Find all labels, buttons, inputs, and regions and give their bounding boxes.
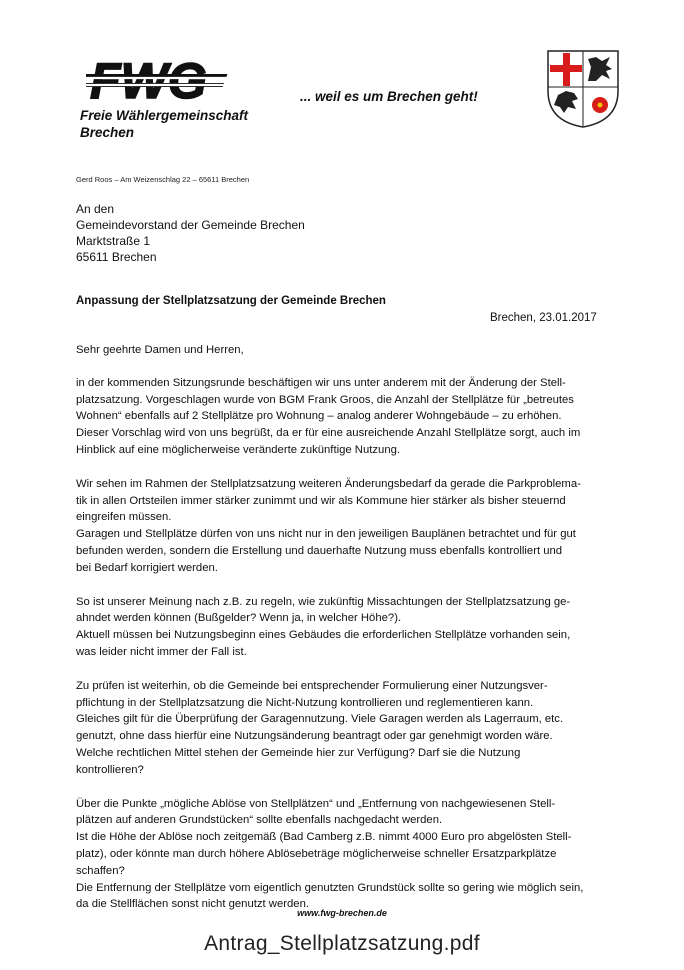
- text-line: genutzt, ohne dass hierfür eine Nutzungsänderung beantragt oder gar genehmigt worden wäre.: [76, 730, 553, 743]
- paragraph-5: [76, 796, 616, 914]
- text-line: Garagen und Stellplätze dürfen von uns nicht nur in den jeweiligen Bauplänen betrachtet und für gut: [76, 528, 576, 541]
- text-line: in der kommenden Sitzungsrunde beschäftigen wir uns unter anderem mit der Änderung der Stell-: [76, 376, 566, 389]
- recipient-line: 65611 Brechen: [76, 250, 157, 264]
- brechen-coat-of-arms: [544, 47, 622, 129]
- recipient-address: [76, 201, 305, 265]
- fwg-logo-icon: [86, 56, 236, 104]
- text-line: Dieser Vorschlag wird von uns begrüßt, da er für eine ausreichende Anzahl Stellplätze sorgt, auch im: [76, 427, 581, 440]
- text-line: platz), oder könnte man durch höhere Ablösebeträge möglicherweise schneller Ersatzparkplätze: [76, 847, 557, 860]
- letter-subject: Anpassung der Stellplatzsatzung der Gemeinde Brechen: [76, 295, 386, 307]
- text-line: Wohnen“ ebenfalls auf 2 Stellplätze pro Wohnung – analog anderer Wohngebäude – zu erhöhen.: [76, 410, 562, 423]
- text-line: schaffen?: [76, 864, 125, 877]
- text-line: ahndet werden können (Bußgelder? Wenn ja, in welcher Höhe?).: [76, 612, 402, 625]
- text-line: was leider nicht immer der Fall ist.: [76, 645, 247, 658]
- letter-date: Brechen, 23.01.2017: [490, 312, 597, 324]
- text-line: Die Entfernung der Stellplätze vom eigentlich genutzten Grundstück sollte so gering wie möglich sein,: [76, 881, 584, 894]
- organization-name-line1: Freie Wählergemeinschaft: [80, 108, 249, 123]
- salutation: Sehr geehrte Damen und Herren,: [76, 344, 244, 356]
- text-line: eingreifen müssen.: [76, 511, 172, 524]
- organization-name-line2: Brechen: [80, 125, 135, 140]
- text-line: platzsatzung. Vorgeschlagen wurde von BGM Frank Groos, die Anzahl der Stellplätze für „betreutes: [76, 393, 574, 406]
- fwg-logo: [86, 56, 236, 104]
- text-line: Wir sehen im Rahmen der Stellplatzsatzung weiteren Änderungsbedarf da gerade die Parkproblema-: [76, 477, 581, 490]
- paragraph-3: [76, 594, 616, 661]
- file-name-caption: Antrag_Stellplatzsatzung.pdf: [204, 932, 480, 955]
- recipient-line: Marktstraße 1: [76, 234, 151, 248]
- recipient-line: Gemeindevorstand der Gemeinde Brechen: [76, 218, 305, 232]
- text-line: Gleiches gilt für die Überprüfung der Garagennutzung. Viele Garagen werden als Lagerraum, etc.: [76, 713, 564, 726]
- paragraph-2: [76, 476, 616, 577]
- footer-website-link[interactable]: www.fwg-brechen.de: [297, 908, 387, 918]
- text-line: bei Bedarf korrigiert werden.: [76, 561, 218, 574]
- sender-line: Gerd Roos – Am Weizenschlag 22 – 65611 Brechen: [76, 175, 250, 184]
- text-line: tik in allen Ortsteilen immer stärker zunimmt und wir als Kommune hier stärker als bisher steuernd: [76, 494, 566, 507]
- text-line: Hinblick auf eine möglicherweise veränderte zukünftige Nutzung.: [76, 443, 401, 456]
- text-line: Aktuell müssen bei Nutzungsbeginn eines Gebäudes die erforderlichen Stellplätze vorhanden sein,: [76, 629, 571, 642]
- text-line: Über die Punkte „mögliche Ablöse von Stellplätzen“ und „Entfernung von nachgewiesenen Stell-: [76, 797, 556, 810]
- organization-name: [80, 107, 248, 141]
- text-line: befunden werden, sondern die Erstellung und dauerhafte Nutzung muss ebenfalls kontrolliert und: [76, 544, 563, 557]
- slogan: ... weil es um Brechen geht!: [300, 89, 478, 104]
- text-line: Zu prüfen ist weiterhin, ob die Gemeinde bei entsprechender Formulierung einer Nutzungsver-: [76, 679, 548, 692]
- paragraph-1: [76, 375, 616, 459]
- text-line: kontrollieren?: [76, 763, 144, 776]
- coat-of-arms-icon: [544, 47, 622, 129]
- text-line: plätzen auf anderen Grundstücken“ sollte ebenfalls nachgedacht werden.: [76, 814, 443, 827]
- svg-text:FWG: FWG: [90, 56, 207, 104]
- letter-body: [76, 342, 616, 913]
- recipient-line: An den: [76, 202, 115, 216]
- text-line: Welche rechtlichen Mittel stehen der Gemeinde hier zur Verfügung? Darf sie die Nutzung: [76, 746, 521, 759]
- text-line: Ist die Höhe der Ablöse noch zeitgemäß (Bad Camberg z.B. nimmt 4000 Euro pro abgelösten Stell-: [76, 831, 572, 844]
- paragraph-4: [76, 678, 616, 779]
- text-line: So ist unserer Meinung nach z.B. zu regeln, wie zukünftig Missachtungen der Stellplatzsatzung ge-: [76, 595, 571, 608]
- text-line: pflichtung in der Stellplatzsatzung die Nicht-Nutzung kontrollieren und reglementieren kann.: [76, 696, 534, 709]
- text-line: da die Stellflächen sonst nicht genutzt werden.: [76, 898, 309, 911]
